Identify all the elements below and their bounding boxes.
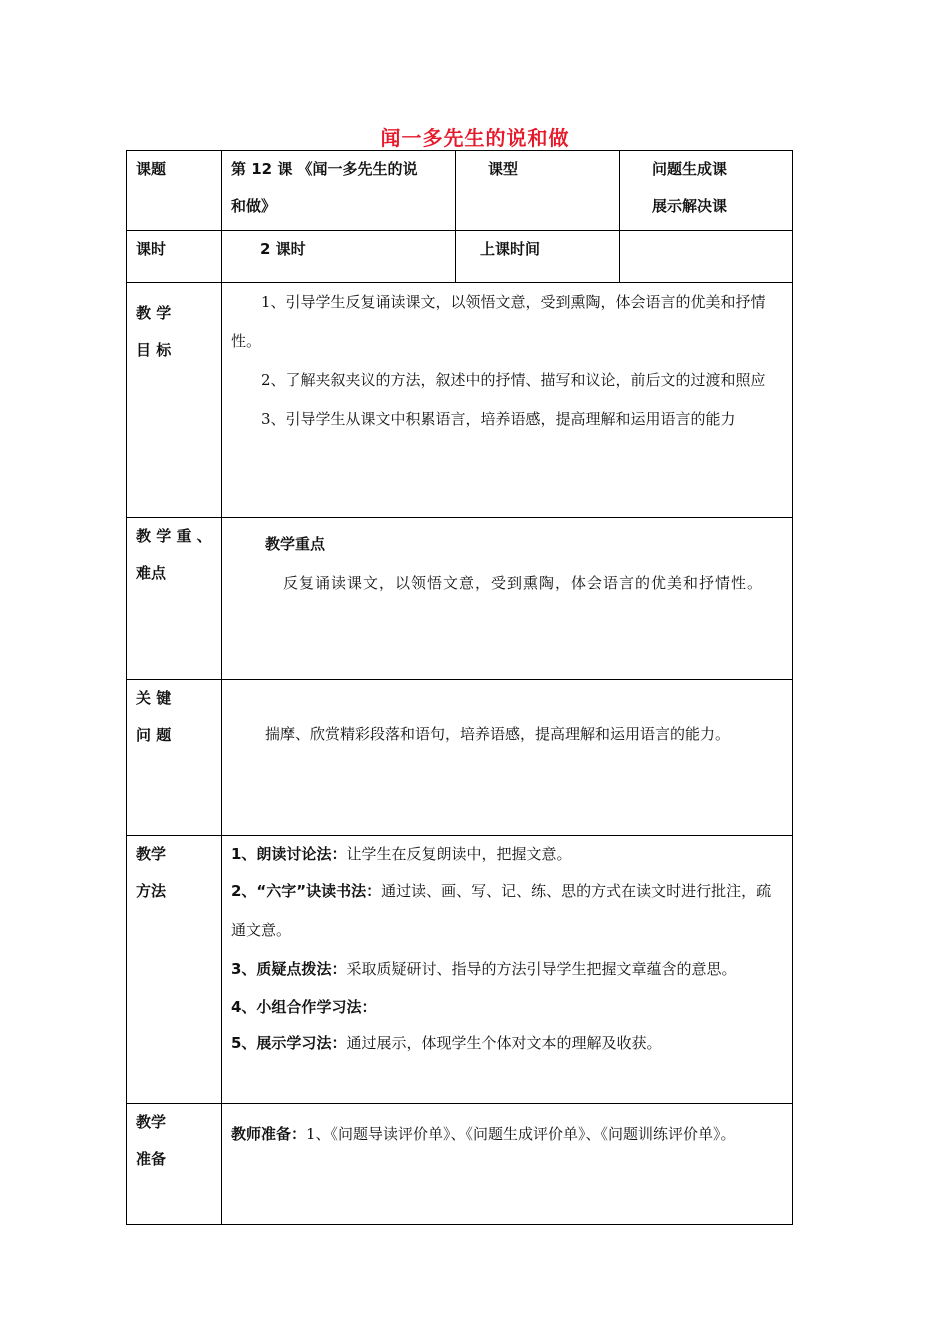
label-type: 课型: [456, 151, 620, 231]
row-methods: [127, 836, 793, 1104]
lesson-title-line1: 第 12 课 《闻一多先生的说: [231, 160, 418, 178]
row-key-points: [127, 518, 793, 680]
label-topic: 课题: [127, 151, 222, 231]
methods-content: [222, 836, 793, 1104]
row-goals: [127, 283, 793, 518]
key-points-text: 反复诵读课文，以领悟文意，受到熏陶，体会语言的优美和抒情性。: [283, 574, 764, 592]
key-points-heading: 教学重点: [265, 535, 326, 553]
goal-item: 2、了解夹叙夹议的方法，叙述中的抒情、描写和议论，前后文的过渡和照应: [261, 371, 766, 389]
label-methods: 教学 方法: [127, 836, 222, 1104]
lesson-type-cell: [620, 151, 793, 231]
label-key-points: 教 学 重 、 难点: [127, 518, 222, 680]
row-key-question: [127, 680, 793, 836]
label-class-time: 上课时间: [456, 231, 620, 283]
row-preparation: [127, 1104, 793, 1225]
label-key-question: 关 键 问 题: [127, 680, 222, 836]
goals-content: [222, 283, 793, 518]
method-item: 2、“六字”诀读书法：通过读、画、写、记、练、思的方式在读文时进行批注，疏通文意。: [231, 882, 772, 939]
preparation-text: 1、《问题导读评价单》、《问题生成评价单》、《问题训练评价单》。: [306, 1125, 736, 1143]
key-question-text: 揣摩、欣赏精彩段落和语句，培养语感，提高理解和运用语言的能力。: [265, 725, 731, 743]
hours-value: 2 课时: [222, 231, 456, 283]
method-item: 1、朗读讨论法：让学生在反复朗读中，把握文意。: [231, 845, 572, 863]
lesson-title-line2: 和做》: [231, 197, 277, 215]
row-topic: [127, 151, 793, 231]
label-hours: 课时: [127, 231, 222, 283]
preparation-label: 教师准备：: [231, 1125, 307, 1143]
goal-item: 1、引导学生反复诵读课文，以领悟文意，受到熏陶，体会语言的优美和抒情性。: [231, 293, 766, 350]
key-points-content: [222, 518, 793, 680]
method-item: 4、小组合作学习法：: [231, 998, 377, 1016]
goal-item: 3、引导学生从课文中积累语言，培养语感，提高理解和运用语言的能力: [261, 410, 736, 428]
lesson-type-line1: 问题生成课: [652, 160, 728, 178]
label-goals: 教 学 目 标: [127, 283, 222, 518]
label-preparation: 教学 准备: [127, 1104, 222, 1225]
key-question-content: [222, 680, 793, 836]
row-hours: [127, 231, 793, 283]
preparation-content: [222, 1104, 793, 1225]
lesson-plan-table: [126, 150, 793, 1225]
method-item: 5、展示学习法：通过展示，体现学生个体对文本的理解及收获。: [231, 1034, 662, 1052]
lesson-type-line2: 展示解决课: [652, 197, 728, 215]
document-title: 闻一多先生的说和做: [380, 126, 570, 150]
method-item: 3、质疑点拨法：采取质疑研讨、指导的方法引导学生把握文章蕴含的意思。: [231, 960, 737, 978]
class-time-value: [620, 231, 793, 283]
lesson-title-cell: [222, 151, 456, 231]
